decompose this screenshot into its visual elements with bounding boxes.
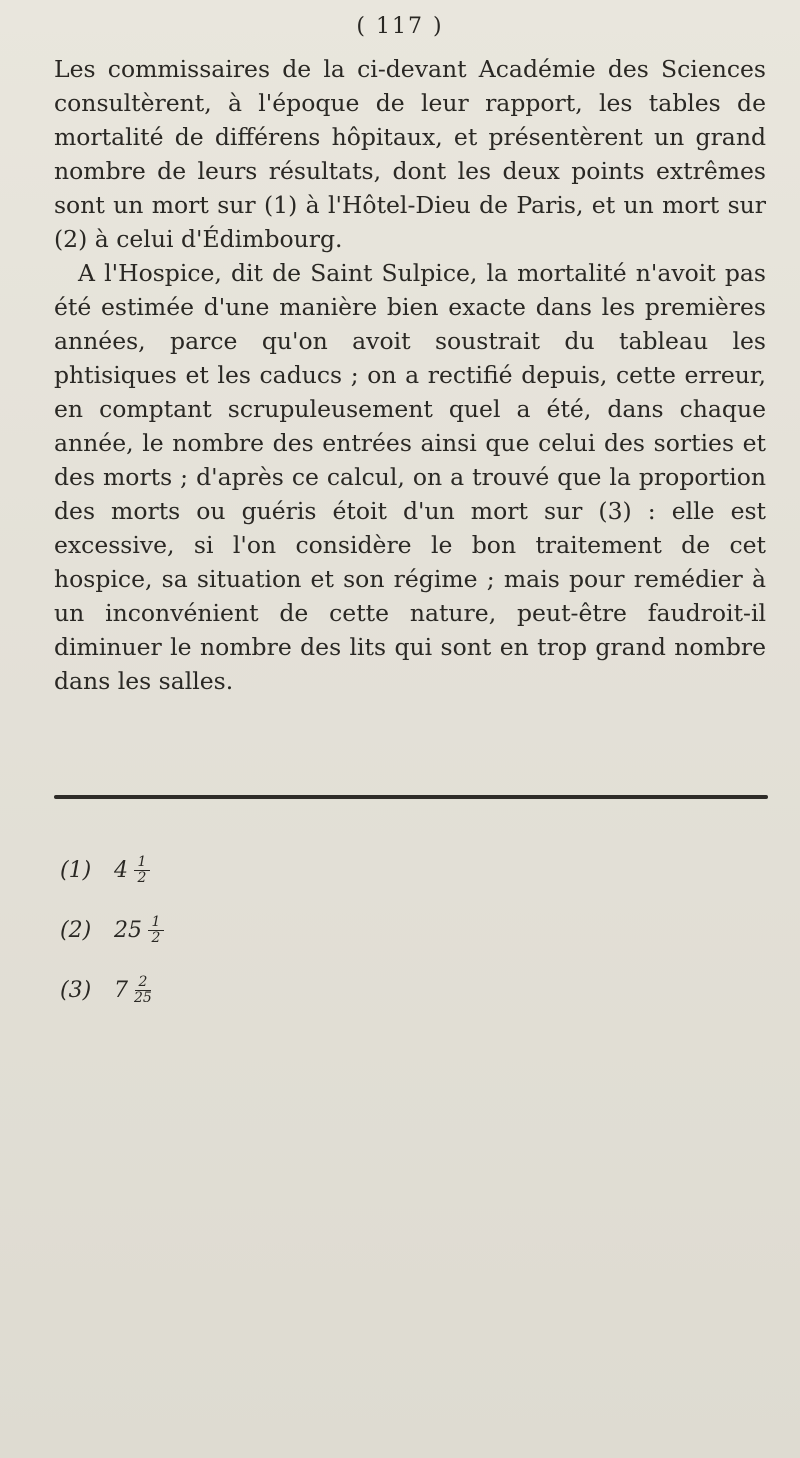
paragraph-1: Les commissaires de la ci-devant Académie des Sciences consultèrent, à l'époque de leur rapport, les tables de mortalité de différens hôpitaux, et présentèrent un grand nombre de leurs résultats, dont les deux points extrêmes sont un mort sur (1) à l'Hôtel-Dieu de Paris, et un mort sur (2) à celui d'Édimbourg. [54,55,766,253]
footnote-mark: (3) [60,977,92,1003]
footnote-2 [60,900,164,960]
fraction-denominator: 25 [134,989,152,1006]
fraction-numerator: 1 [137,853,147,870]
footnote-mark: (1) [60,857,92,883]
fraction [114,975,152,1006]
fraction-whole: 7 [114,977,128,1003]
fraction-whole: 4 [114,857,128,883]
fraction-denominator: 2 [151,929,161,946]
paragraph-2: A l'Hospice, dit de Saint Sulpice, la mortalité n'avoit pas été estimée d'une manière bien exacte dans les premières années, parce qu'on avoit soustrait du tableau les phtisiques et les caducs ; on a rectifié depuis, cette erreur, en comptant scrupuleusement quel a été, dans chaque année, le nombre des entrées ainsi que celui des sorties et des morts ; d'après ce calcul, on a trouvé que la proportion des morts ou guéris étoit d'un mort sur (3) : elle est excessive, si l'on considère le bon traitement de cet hospice, sa situation et son régime ; mais pour remédier à un inconvénient de cette nature, peut-être faudroit-il diminuer le nombre des lits qui sont en trop grand nombre dans les salles. [54,259,766,695]
fraction-numerator: 1 [151,913,161,930]
fraction-denominator: 2 [137,869,147,886]
fraction [114,855,150,886]
fraction-numerator: 2 [138,973,148,990]
footnote-mark: (2) [60,917,92,943]
footnotes [60,840,164,1020]
fraction [114,915,164,946]
fraction-whole: 25 [114,917,142,943]
footnote-3 [60,960,164,1020]
footnote-divider [54,795,768,799]
body-text [54,52,766,698]
page-number: ( 117 ) [356,14,444,39]
footnote-1 [60,840,164,900]
